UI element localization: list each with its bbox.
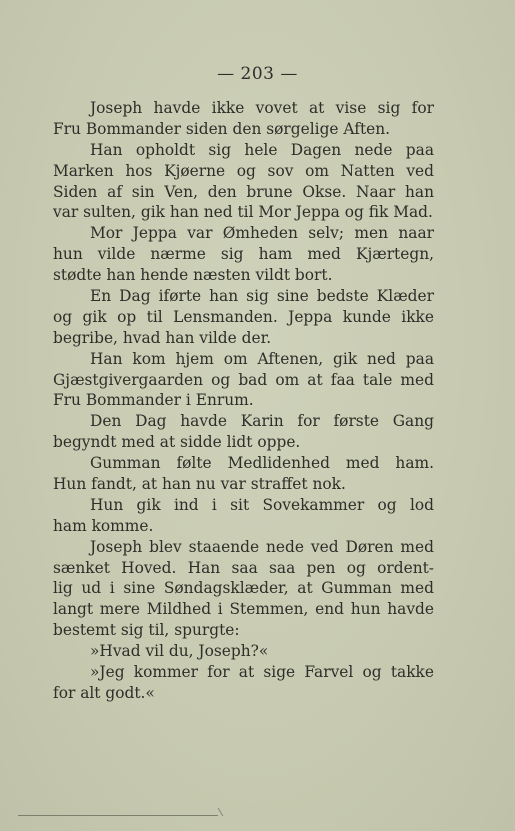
text-line: »Hvad vil du, Joseph?« [90, 642, 269, 661]
text-line: Fru Bommander i Enrum. [53, 391, 254, 410]
text-line: Han kom hjem om Aftenen, gik ned paa [90, 349, 434, 368]
text-line: lig ud i sine Søndagsklæder, at Gumman med [53, 579, 434, 598]
text-line: var sulten, gik han ned til Mor Jeppa og fik Mad. [53, 203, 433, 222]
text-line: Siden af sin Ven, den brune Okse. Naar han [53, 182, 434, 201]
text-line: langt mere Mildhed i Stemmen, end hun havde [53, 600, 434, 619]
text-line: begribe, hvad han vilde der. [53, 328, 272, 347]
text-line: stødte han hende næsten vildt bort. [53, 266, 333, 285]
text-line: Mor Jeppa var Ømheden selv; men naar [90, 224, 434, 243]
page-number: — 203 — [217, 64, 298, 84]
text-line: Marken hos Kjøerne og sov om Natten ved [53, 161, 434, 180]
text-line: ham komme. [53, 516, 154, 535]
text-line: hun vilde nærme sig ham med Kjærtegn, [53, 245, 434, 264]
text-line: Den Dag havde Karin for første Gang [90, 412, 434, 431]
text-line: Hun fandt, at han nu var straffet nok. [53, 475, 346, 494]
text-line: Hun gik ind i sit Sovekammer og lod [90, 495, 434, 514]
text-line: bestemt sig til, spurgte: [53, 621, 240, 640]
text-line: Gjæstgivergaarden og bad om at faa tale med [53, 370, 434, 389]
body-text [53, 98, 434, 704]
text-line: og gik op til Lensmanden. Jeppa kunde ikke [53, 307, 434, 326]
text-line: for alt godt.« [53, 683, 155, 702]
text-line: Han opholdt sig hele Dagen nede paa [90, 140, 434, 159]
text-line: Joseph blev staaende nede ved Døren med [90, 537, 434, 556]
page-bottom-rule [18, 815, 218, 816]
text-line: Fru Bommander siden den sørgelige Aften. [53, 119, 391, 138]
text-line: sænket Hoved. Han saa saa pen og ordent- [53, 558, 434, 577]
text-line: En Dag iførte han sig sine bedste Klæder [90, 287, 434, 306]
text-line: begyndt med at sidde lidt oppe. [53, 433, 301, 452]
text-line: Joseph havde ikke vovet at vise sig for [90, 99, 434, 117]
text-line: Gumman følte Medlidenhed med ham. [90, 454, 434, 473]
text-line: »Jeg kommer for at sige Farvel og takke [90, 663, 434, 682]
